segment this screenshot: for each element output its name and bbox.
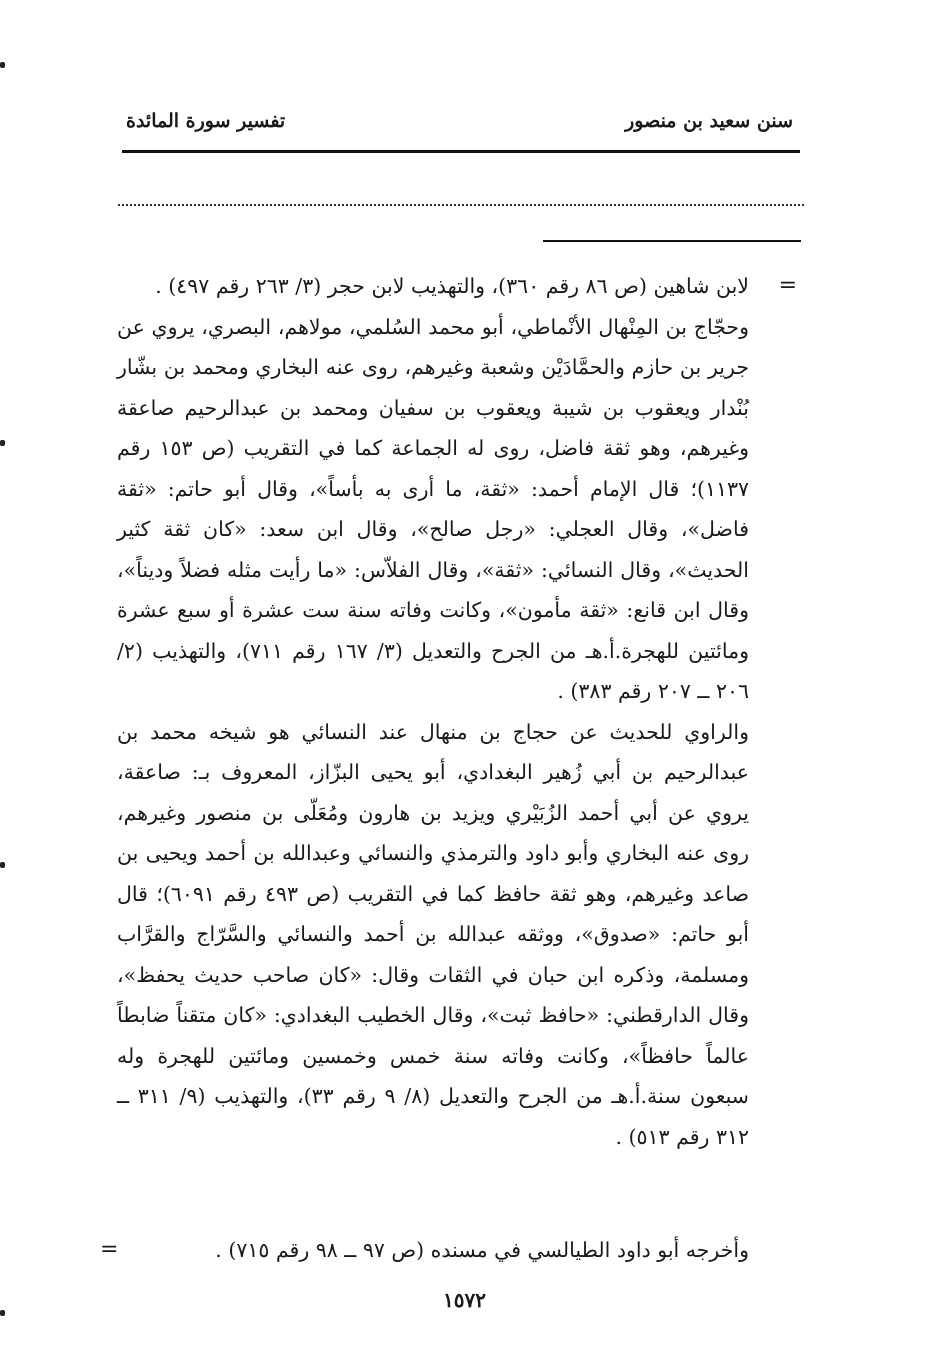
footnote-rule	[543, 240, 801, 242]
continues-footnote-mark: =	[100, 1237, 119, 1262]
footnote-paragraph-3: والراوي للحديث عن حجاج بن منهال عند النسائي هو شيخه محمد بن عبدالرحيم بن أبي زُهير البغدادي، أبو يحيى البزّاز، المعروف بـ: صاعقة، يروي عن أبي أحمد الزُبَيْري ويزيد بن هارون ومُعَلّى بن منصور وغيرهم، روى عنه البخاري وأبو داود والترمذي والنسائي وعبدالله بن أحمد ويحيى بن صاعد وغيرهم، وهو ثقة حافظ كما في التقريب (ص ٤٩٣ رقم ٦٠٩١)؛ قال أبو حاتم: «صدوق»، ووثقه عبدالله بن أحمد والنسائي والسَّرّاج والقرَّاب ومسلمة، وذكره ابن حبان في الثقات وقال: «كان صاحب حديث يحفظ»، وقال الدارقطني: «حافظ ثبت»، وقال الخطيب البغدادي: «كان متقناً ضابطاً عالماً حافظاً»، وكانت وفاته سنة خمس وخمسين ومائتين للهجرة وله سبعون سنة.أ.هـ من الجرح والتعديل (٨/ ٩ رقم ٣٣)، والتهذيب (٩/ ٣١١ ــ ٣١٢ رقم ٥١٣) .	[117, 719, 749, 1149]
page-number: ١٥٧٢	[443, 1288, 486, 1312]
footnote-body	[117, 266, 749, 1157]
footnote-last-line: وأخرجه أبو داود الطيالسي في مسنده (ص ٩٧ ــ ٩٨ رقم ٧١٥) .	[215, 1238, 749, 1262]
footnote-paragraph-2: وحجّاج بن المِنْهال الأنْماطي، أبو محمد السُلمي، مولاهم، البصري، يروي عن جرير بن حازم والحمَّادَيْن وشعبة وغيرهم، روى عنه البخاري ومحمد بن بشّار بُنْدار ويعقوب بن شيبة ويعقوب بن سفيان ومحمد بن عبدالرحيم صاعقة وغيرهم، وهو ثقة فاضل، روى له الجماعة كما في التقريب (ص ١٥٣ رقم ١١٣٧)؛ قال الإمام أحمد: «ثقة، ما أرى به بأساً»، وقال أبو حاتم: «ثقة فاضل»، وقال العجلي: «رجل صالح»، وقال ابن سعد: «كان ثقة كثير الحديث»، وقال النسائي: «ثقة»، وقال الفلاّس: «ما رأيت مثله فضلاً وديناً»، وقال ابن قانع: «ثقة مأمون»، وكانت وفاته سنة ست عشرة أو سبع عشرة ومائتين للهجرة.أ.هـ من الجرح والتعديل (٣/ ١٦٧ رقم ٧١١)، والتهذيب (٢/ ٢٠٦ ــ ٢٠٧ رقم ٣٨٣) .	[117, 314, 750, 703]
header-rule	[122, 150, 800, 153]
scan-speck	[0, 862, 5, 868]
running-header-book-title: سنن سعيد بن منصور	[625, 110, 793, 132]
scan-speck	[0, 62, 5, 68]
scan-speck	[0, 440, 5, 446]
continued-footnote-mark: =	[778, 273, 797, 298]
footnote-paragraph-1: لابن شاهين (ص ٨٦ رقم ٣٦٠)، والتهذيب لابن حجر (٣/ ٢٦٣ رقم ٤٩٧) .	[155, 274, 749, 298]
scan-speck	[0, 1310, 5, 1316]
running-header-section-title: تفسير سورة المائدة	[126, 110, 286, 132]
dotted-separator	[118, 204, 804, 206]
